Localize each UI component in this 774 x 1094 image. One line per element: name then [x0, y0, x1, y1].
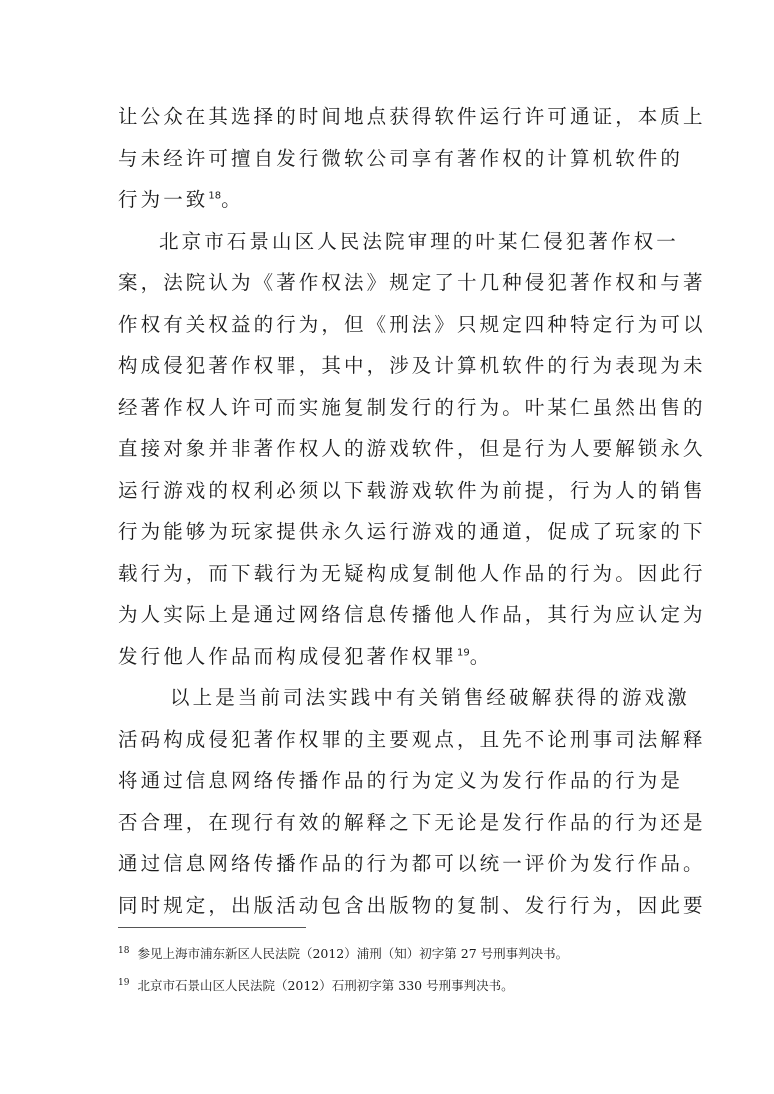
text-line: 与未经许可擅自发行微软公司享有著作权的计算机软件的 [118, 146, 684, 170]
text-line: 行为能够为玩家提供永久运行游戏的通道，促成了玩家的下 [118, 520, 706, 543]
text-segment: 。 [469, 644, 493, 668]
footnote-ref-18[interactable]: 18 [208, 190, 222, 202]
text-line: 直接对象并非著作权人的游戏软件，但是行为人要解锁永久 [118, 437, 706, 460]
text-line: 为人实际上是通过网络信息传播他人作品，其行为应认定为 [118, 603, 706, 626]
text-line: 经著作权人许可而实施复制发行的行为。叶某仁虽然出售的 [118, 395, 706, 419]
footnote-18 [118, 938, 678, 970]
text-line: 运行游戏的权利必须以下载游戏软件为前提，行为人的销售 [118, 478, 706, 502]
text-line: 否合理，在现行有效的解释之下无论是发行作品的行为还是 [118, 810, 706, 834]
text-line: 构成侵犯著作权罪，其中，涉及计算机软件的行为表现为未 [118, 354, 706, 377]
footnote-text: 参见上海市浦东新区人民法院（2012）浦刑（知）初字第 27 号刑事判决书。 [137, 946, 569, 961]
text-line: 将通过信息网络传播作品的行为定义为发行作品的行为是 [118, 769, 684, 792]
text-line: 活码构成侵犯著作权罪的主要观点，且先不论刑事司法解释 [118, 727, 706, 751]
footnote-number: 19 [118, 977, 130, 988]
text-line: 同时规定，出版活动包含出版物的复制、发行行为，因此要 [118, 893, 706, 917]
text-line: 载行为，而下载行为无疑构成复制他人作品的行为。因此行 [118, 561, 706, 585]
text-line: 案，法院认为《著作权法》规定了十几种侵犯著作权和与著 [118, 271, 706, 294]
footnote-text: 北京市石景山区人民法院（2012）石刑初字第 330 号刑事判决书。 [137, 978, 514, 993]
text-segment: 行为一致 [118, 188, 209, 211]
footnote-ref-19[interactable]: 19 [457, 647, 470, 658]
text-line [118, 179, 666, 221]
text-line [118, 636, 666, 678]
text-line: 作权有关权益的行为，但《刑法》只规定四种特定行为可以 [118, 312, 706, 336]
footnote-19 [118, 970, 678, 1002]
text-line: 通过信息网络传播作品的行为都可以统一评价为发行作品。 [118, 852, 706, 875]
text-line: 北京市石景山区人民法院审理的叶某仁侵犯著作权一 [159, 229, 679, 253]
text-line: 以上是当前司法实践中有关销售经破解获得的游戏激 [170, 686, 690, 709]
body-text [118, 96, 706, 926]
text-segment: 发行他人作品而构成侵犯著作权罪 [118, 644, 458, 668]
footnote-number: 18 [118, 945, 130, 956]
text-line: 让公众在其选择的时间地点获得软件运行许可通证，本质上 [118, 105, 706, 128]
footnotes [118, 938, 678, 1002]
footnote-separator [118, 927, 306, 928]
text-segment: 。 [221, 188, 244, 211]
